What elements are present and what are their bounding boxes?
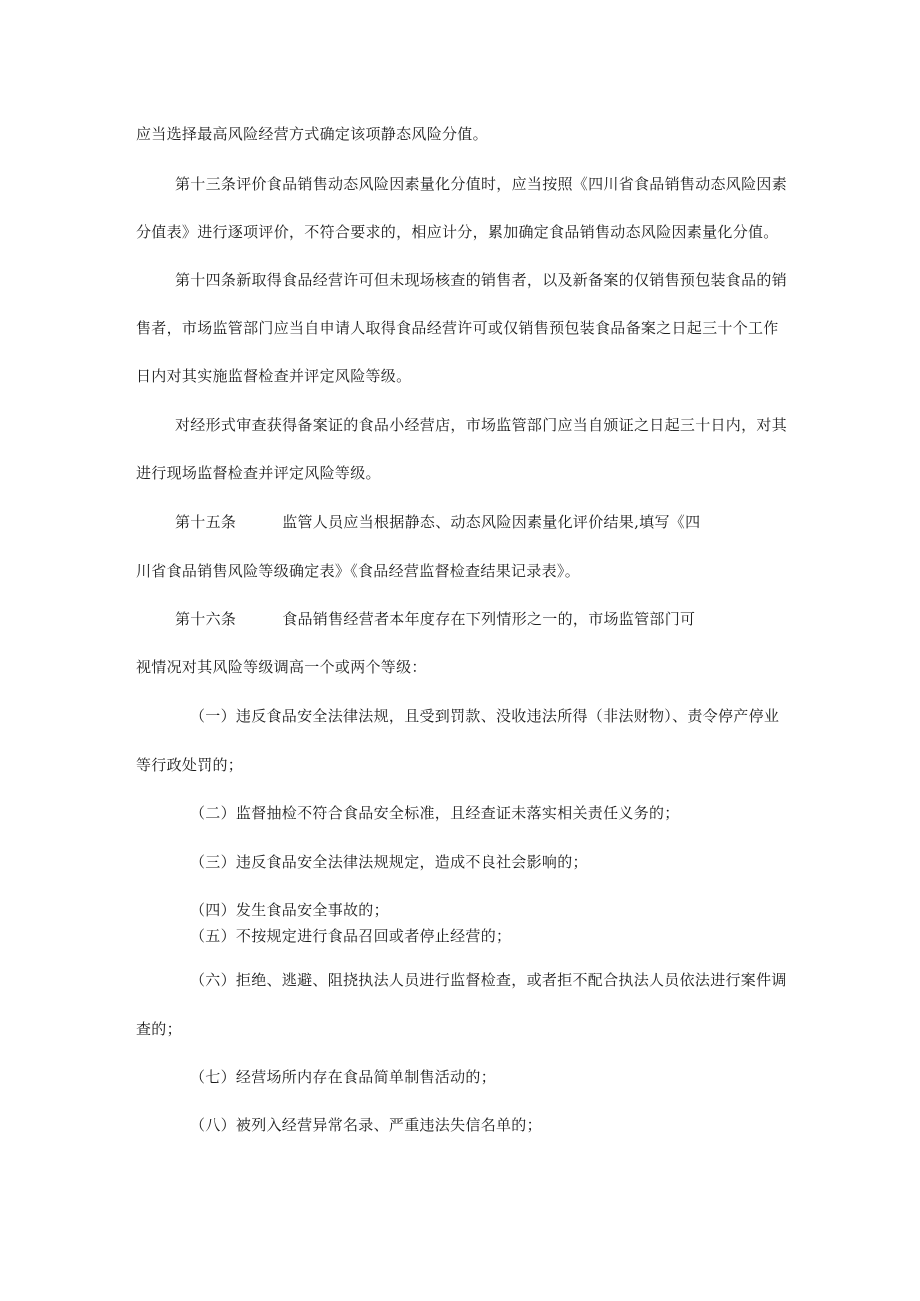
text-line: 查的； bbox=[136, 1020, 182, 1038]
article-16-text: 食品销售经营者本年度存在下列情形之一的，市场监管部门可 bbox=[282, 610, 696, 628]
article-16-label: 第十六条 bbox=[175, 610, 237, 628]
text-line: 售者，市场监管部门应当自申请人取得食品经营许可或仅销售预包装食品备案之日起三十个工作 bbox=[136, 319, 779, 337]
list-item-1: （一）违反食品安全法律法规，且受到罚款、没收违法所得（非法财物）、责令停产停业 bbox=[190, 707, 780, 725]
text-line: 日内对其实施监督检查并评定风险等级。 bbox=[136, 367, 412, 385]
article-14-line: 第十四条新取得食品经营许可但未现场核查的销售者，以及新备案的仅销售预包装食品的销 bbox=[175, 271, 788, 289]
article-13-line: 第十三条评价食品销售动态风险因素量化分值时，应当按照《四川省食品销售动态风险因素 bbox=[175, 175, 788, 193]
text-line: 进行现场监督检查并评定风险等级。 bbox=[136, 464, 381, 482]
article-16-line bbox=[175, 609, 695, 629]
article-15-line bbox=[175, 512, 700, 532]
text-line: 等行政处罚的； bbox=[136, 756, 244, 774]
text-line: 应当选择最高风险经营方式确定该项静态风险分值。 bbox=[136, 125, 488, 143]
text-line: 川省食品销售风险等级确定表》《食品经营监督检查结果记录表》。 bbox=[136, 562, 581, 580]
list-item-2: （二）监督抽检不符合食品安全标准，且经查证未落实相关责任义务的； bbox=[190, 804, 680, 822]
article-15-text: 监管人员应当根据静态、动态风险因素量化评价结果,填写《四 bbox=[282, 513, 701, 531]
list-item-5: （五）不按规定进行食品召回或者停止经营的； bbox=[190, 927, 512, 945]
list-item-4: （四）发生食品安全事故的； bbox=[190, 901, 389, 919]
list-item-6: （六）拒绝、逃避、阻挠执法人员进行监督检查，或者拒不配合执法人员依法进行案件调 bbox=[190, 971, 787, 989]
text-line: 视情况对其风险等级调高一个或两个等级： bbox=[136, 658, 427, 676]
article-15-label: 第十五条 bbox=[175, 513, 237, 531]
list-item-7: （七）经营场所内存在食品简单制售活动的； bbox=[190, 1068, 497, 1086]
list-item-8: （八）被列入经营异常名录、严重违法失信名单的； bbox=[190, 1116, 542, 1134]
paragraph-line: 对经形式审查获得备案证的食品小经营店，市场监管部门应当自颁证之日起三十日内，对其 bbox=[175, 416, 788, 434]
list-item-3: （三）违反食品安全法律法规规定，造成不良社会影响的； bbox=[190, 853, 588, 871]
text-line: 分值表》进行逐项评价，不符合要求的，相应计分，累加确定食品销售动态风险因素量化分值。 bbox=[136, 223, 779, 241]
